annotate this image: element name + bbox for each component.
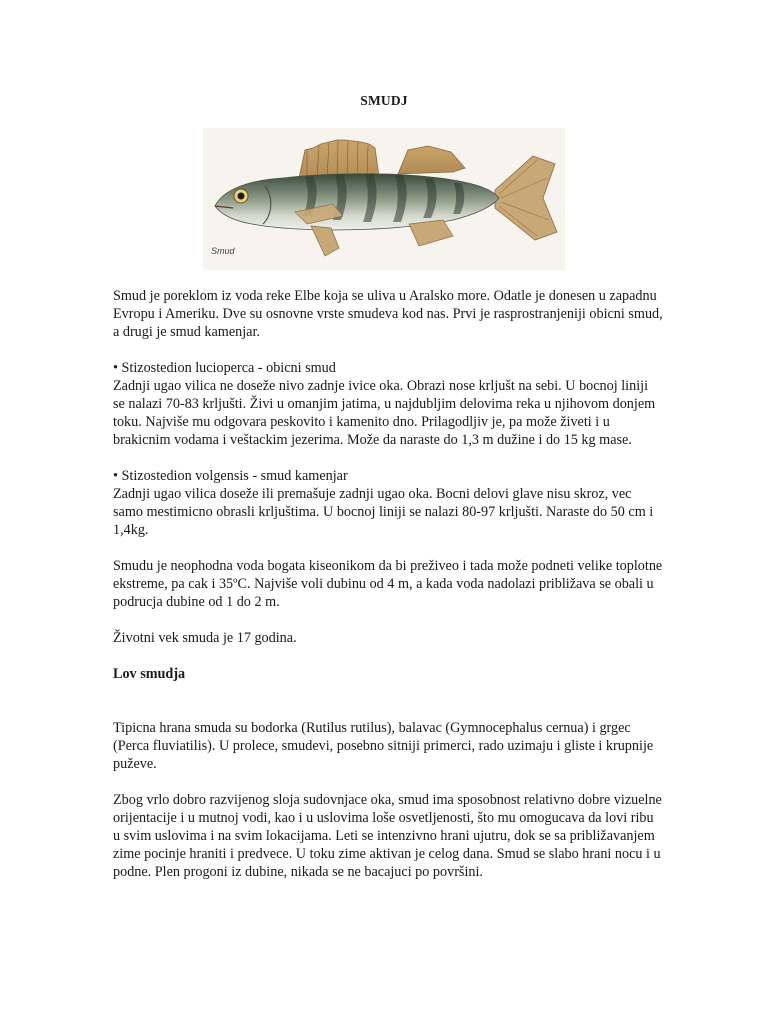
figure-caption: Smud	[211, 246, 235, 256]
vision-paragraph: Zbog vrlo dobro razvijenog sloja sudovnjace oka, smud ima sposobnost relativno dobre vizuelne orijentacije i u mutnoj vodi, kao i u uslovima loše osvetljenosti, što mu omogucava da lovi ribu u svim uslovima i na svim lokacijama. Leti se intenzivno hrani ujutru, dok se sa približavanjem zime pocinje hraniti i predvece. U toku zime aktivan je celog dana. Smud se slabo hrani nocu i u podne. Plen progoni iz dubine, nikada se ne bacajuci po površini.	[113, 792, 662, 880]
species-1-name: • Stizostedion lucioperca - obicni smud	[113, 360, 336, 376]
zander-fish-illustration	[203, 128, 565, 270]
lifespan-paragraph: Životni vek smuda je 17 godina.	[113, 630, 297, 646]
page-title: SMUDJ	[360, 93, 408, 108]
article-body	[113, 287, 663, 899]
section-heading: Lov smudja	[113, 666, 186, 682]
pelvic-fin	[311, 226, 339, 256]
food-paragraph: Tipicna hrana smuda su bodorka (Rutilus rutilus), balavac (Gymnocephalus cernua) i grgec (Perca fluviatilis). U prolece, smudevi, posebno sitniji primerci, rado uzimaju i gliste i krupnije puževe.	[113, 720, 654, 772]
anal-fin	[409, 220, 453, 246]
species-2-name: • Stizostedion volgensis - smud kamenjar	[113, 468, 348, 484]
fish-drawing	[203, 128, 565, 270]
intro-paragraph: Smud je poreklom iz voda reke Elbe koja se uliva u Aralsko more. Odatle je donesen u zapadnu Evropu i Ameriku. Dve su osnovne vrste smudeva kod nas. Prvi je rasprostranjeniji obicni smud, a drugi je smud kamenjar.	[113, 288, 663, 340]
species-2-description: Zadnji ugao vilica doseže ili premašuje zadnji ugao oka. Bocni delovi glave nisu skroz, vec samo mestimicno obrasli krljuštima. U bocnoj liniji se nalazi 80-97 krljušti. Naraste do 50 cm i 1,4kg.	[113, 486, 654, 538]
habitat-paragraph: Smudu je neophodna voda bogata kiseonikom da bi preživeo i tada može podneti velike toplotne ekstreme, pa cak i 35ºC. Najviše voli dubinu od 4 m, a kada voda nadolazi približava se obali u podrucja dubine od 1 do 2 m.	[113, 558, 663, 610]
species-1-description: Zadnji ugao vilica ne doseže nivo zadnje ivice oka. Obrazi nose krljušt na sebi. U bocnoj liniji se nalazi 70-83 krljušti. Živi u omanjim jatima, u najdubljim delovima reka u njihovom donjem toku. Najviše mu odgovara peskovito i kamenito dno. Prilagodljiv je, pa može živeti i u brakicnim vodama i veštackim jezerima. Može da naraste do 1,3 m dužine i do 15 kg mase.	[113, 378, 656, 448]
dorsal-fin-soft	[398, 146, 465, 174]
